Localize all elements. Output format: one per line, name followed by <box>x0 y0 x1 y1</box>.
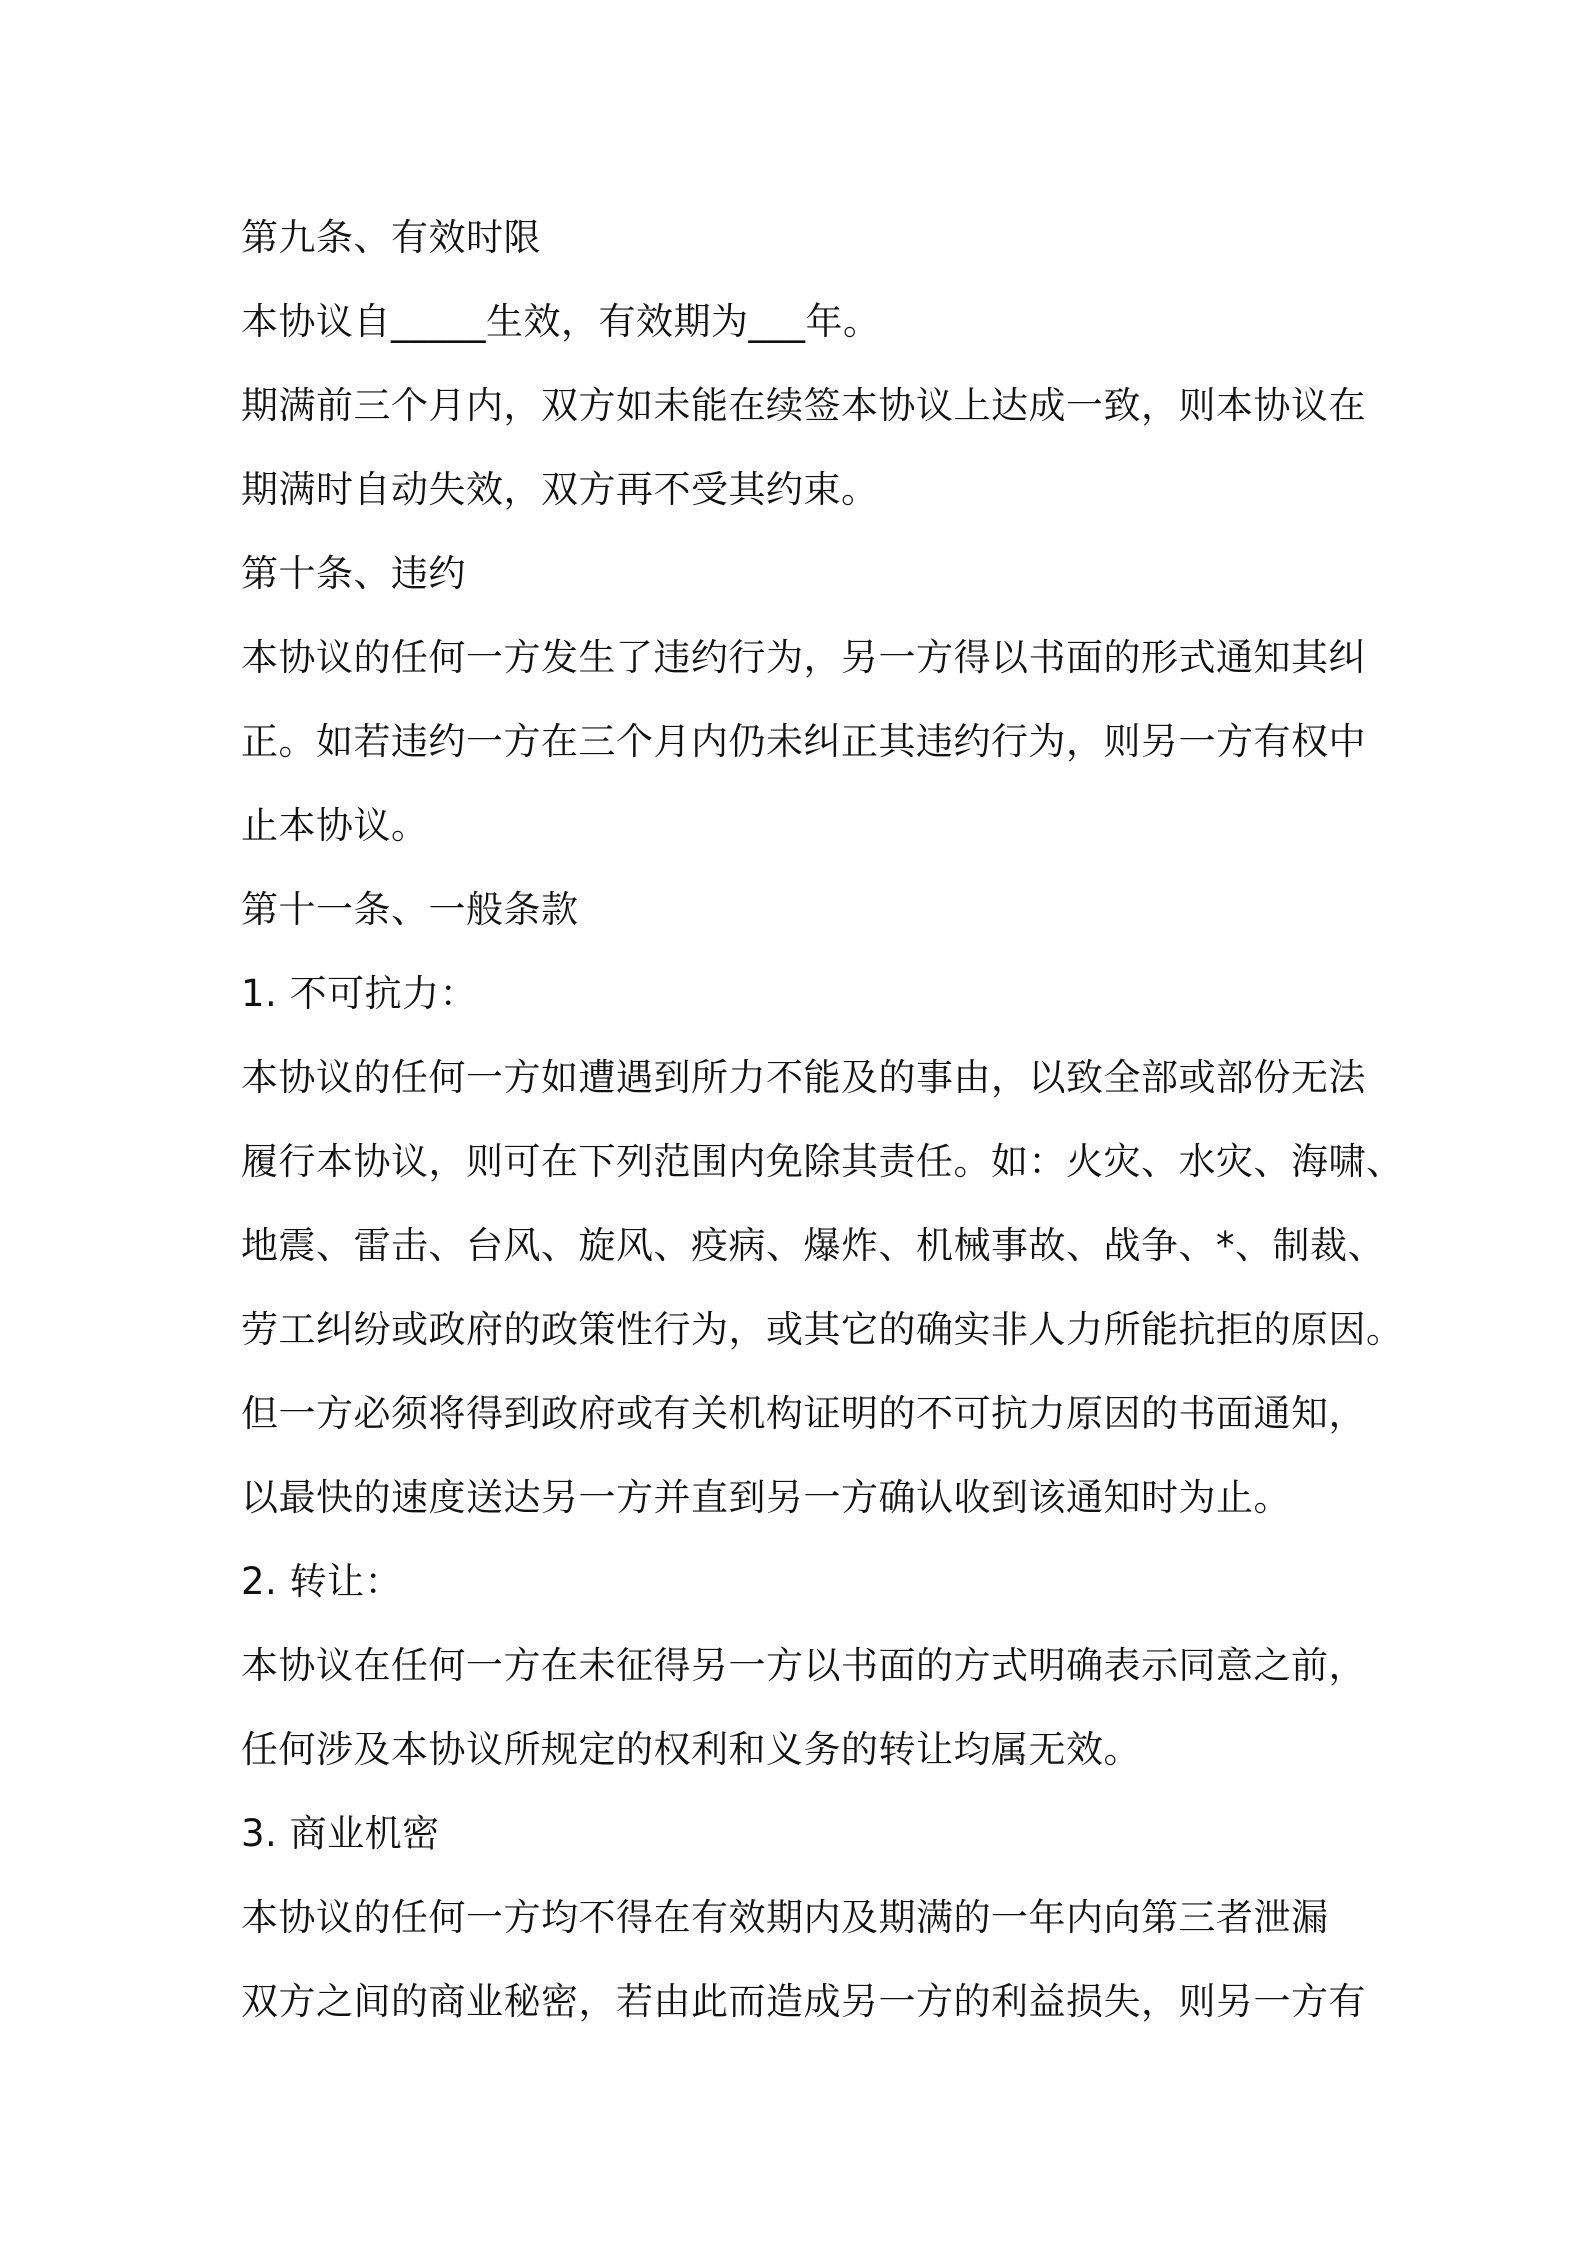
paragraph-line: 期满时自动失效，双方再不受其约束。 <box>241 468 879 511</box>
paragraph-line: 劳工纠纷或政府的政策性行为，或其它的确实非人力所能抗拒的原因。 <box>241 1308 1404 1351</box>
paragraph-line: 本协议自_____生效，有效期为___年。 <box>241 300 881 343</box>
document-body <box>241 196 1404 2044</box>
paragraph-line: 但一方必须将得到政府或有关机构证明的不可抗力原因的书面通知， <box>241 1392 1366 1435</box>
paragraph-line: 本协议的任何一方如遭遇到所力不能及的事由，以致全部或部份无法 <box>241 1056 1366 1099</box>
paragraph-line: 双方之间的商业秘密，若由此而造成另一方的利益损失，则另一方有 <box>241 1980 1366 2023</box>
paragraph-line: 本协议的任何一方发生了违约行为，另一方得以书面的形式通知其纠 <box>241 636 1366 679</box>
paragraph-line: 任何涉及本协议所规定的权利和义务的转让均属无效。 <box>241 1728 1141 1771</box>
article-10-heading: 第十条、违约 <box>241 552 466 595</box>
paragraph-line: 止本协议。 <box>241 804 429 847</box>
clause-2-heading: 2. 转让： <box>241 1560 403 1603</box>
paragraph-line: 以最快的速度送达另一方并直到另一方确认收到该通知时为止。 <box>241 1476 1291 1519</box>
clause-3-heading: 3. 商业机密 <box>241 1812 440 1855</box>
paragraph-line: 期满前三个月内，双方如未能在续签本协议上达成一致，则本协议在 <box>241 384 1366 427</box>
article-9-heading: 第九条、有效时限 <box>241 216 541 259</box>
paragraph-line: 正。如若违约一方在三个月内仍未纠正其违约行为，则另一方有权中 <box>241 720 1366 763</box>
paragraph-line: 履行本协议，则可在下列范围内免除其责任。如：火灾、水灾、海啸、 <box>241 1140 1404 1183</box>
paragraph-line: 本协议在任何一方在未征得另一方以书面的方式明确表示同意之前， <box>241 1644 1366 1687</box>
clause-1-heading: 1. 不可抗力： <box>241 972 478 1015</box>
article-11-heading: 第十一条、一般条款 <box>241 888 579 931</box>
paragraph-line: 地震、雷击、台风、旋风、疫病、爆炸、机械事故、战争、*、制裁、 <box>241 1224 1385 1267</box>
paragraph-line: 本协议的任何一方均不得在有效期内及期满的一年内向第三者泄漏 <box>241 1896 1329 1939</box>
